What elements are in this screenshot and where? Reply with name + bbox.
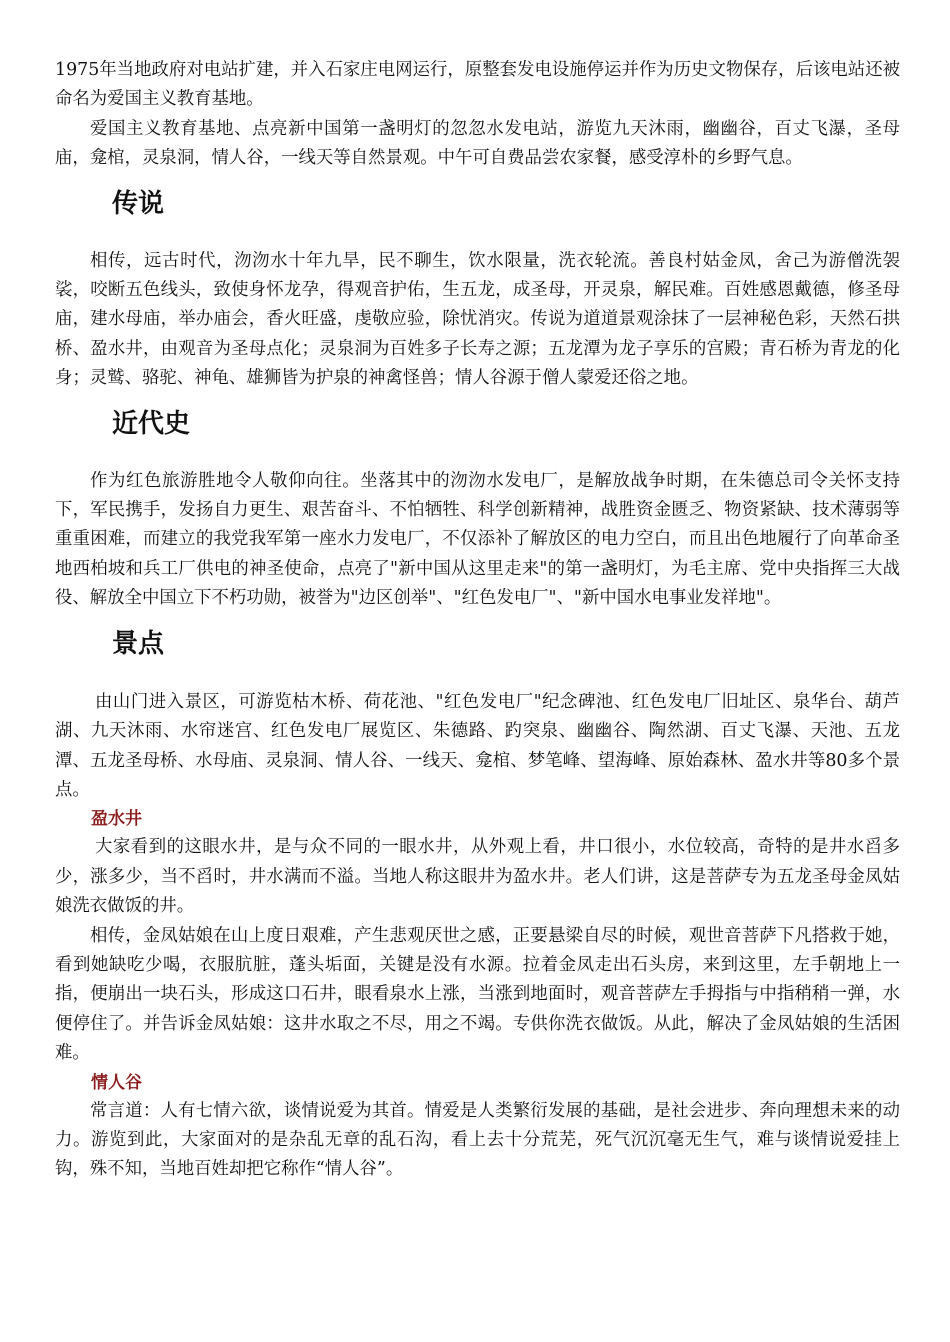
document-page [55,56,900,1185]
legend-heading: 传说 [112,188,165,219]
legend-paragraph: 相传，远古时代，沕沕水十年九旱，民不聊生，饮水限量，洗衣轮流。善良村姑金凤，舍己为游僧洗袈裟，咬断五色线头，致使身怀龙孕，得观音护佑，生五龙，成圣母，开灵泉，解民难。百姓感恩戴德，修圣母庙，建水母庙，举办庙会，香火旺盛，虔敬应验，除忧消灾。传说为道道景观涂抹了一层神秘色彩，天然石拱桥、盈水井，由观音为圣母点化；灵泉洞为百姓多子长寿之源；五龙潭为龙子享乐的宫殿；青石桥为青龙的化身；灵鹫、骆驼、神龟、雄狮皆为护泉的神禽怪兽；情人谷源于僧人蒙爱还俗之地。 [55,250,900,389]
intro-paragraph-2: 爱国主义教育基地、点亮新中国第一盏明灯的忽忽水发电站，游览九天沐雨，幽幽谷，百丈飞瀑，圣母庙，龛棺，灵泉洞，情人谷，一线天等自然景观。中午可自费品尝农家餐，感受淳朴的乡野气息。 [55,118,900,169]
well-paragraph-2: 相传，金凤姑娘在山上度日艰难，产生悲观厌世之感，正要悬梁自尽的时候，观世音菩萨下凡搭救于她，看到她缺吃少喝，衣服肮脏，蓬头垢面，关键是没有水源。拉着金凤走出石头房，来到这里，左手朝地上一指，便崩出一块石头，形成这口石井，眼看泉水上涨，当涨到地面时，观音菩萨左手拇指与中指稍稍一弹，水便停住了。并告诉金凤姑娘：这井水取之不尽，用之不竭。专供你洗衣做饭。从此，解决了金凤姑娘的生活困难。 [55,925,900,1064]
modern-history-paragraph: 作为红色旅游胜地令人敬仰向往。坐落其中的沕沕水发电厂，是解放战争时期，在朱德总司令关怀支持下，军民携手，发扬自力更生、艰苦奋斗、不怕牺牲、科学创新精神，战胜资金匮乏、物资紧缺、技术薄弱等重重困难，而建立的我党我军第一座水力发电厂，不仅添补了解放区的电力空白，而且出色地履行了向革命圣地西柏坡和兵工厂供电的神圣使命，点亮了"新中国从这里走来"的第一盏明灯，为毛主席、党中央指挥三大战役、解放全中国立下不朽功勋，被誉为"边区创举"、"红色发电厂"、"新中国水电事业发祥地"。 [55,470,900,609]
well-subheading: 盈水井 [91,809,142,830]
intro-paragraph-1: 1975年当地政府对电站扩建，并入石家庄电网运行，原整套发电设施停运并作为历史文物保存，后该电站还被命名为爱国主义教育基地。 [55,60,900,110]
attractions-paragraph: 由山门进入景区，可游览枯木桥、荷花池、"红色发电厂"纪念碑池、红色发电厂旧址区、泉华台、葫芦湖、九天沐雨、水帘迷宫、红色发电厂展览区、朱德路、趵突泉、幽幽谷、陶然湖、百丈飞瀑、天池、五龙潭、五龙圣母桥、水母庙、灵泉洞、情人谷、一线天、龛棺、梦笔峰、望海峰、原始森林、盈水井等80多个景点。 [55,691,900,800]
well-paragraph-1: 大家看到的这眼水井，是与众不同的一眼水井，从外观上看，井口很小，水位较高，奇特的是井水舀多少，涨多少，当不舀时，井水满而不溢。当地人称这眼井为盈水井。老人们讲，这是菩萨专为五龙圣母金凤姑娘洗衣做饭的井。 [55,837,900,917]
lovers-valley-subheading: 情人谷 [91,1072,142,1093]
lovers-valley-paragraph: 常言道：人有七情六欲，谈情说爱为其首。情爱是人类繁衍发展的基础，是社会进步、奔向理想未来的动力。游览到此，大家面对的是杂乱无章的乱石沟，看上去十分荒芜，死气沉沉毫无生气，难与谈情说爱挂上钩，殊不知，当地百姓却把它称作“情人谷”。 [55,1100,900,1180]
attractions-heading: 景点 [112,628,165,659]
modern-history-heading: 近代史 [112,408,191,439]
